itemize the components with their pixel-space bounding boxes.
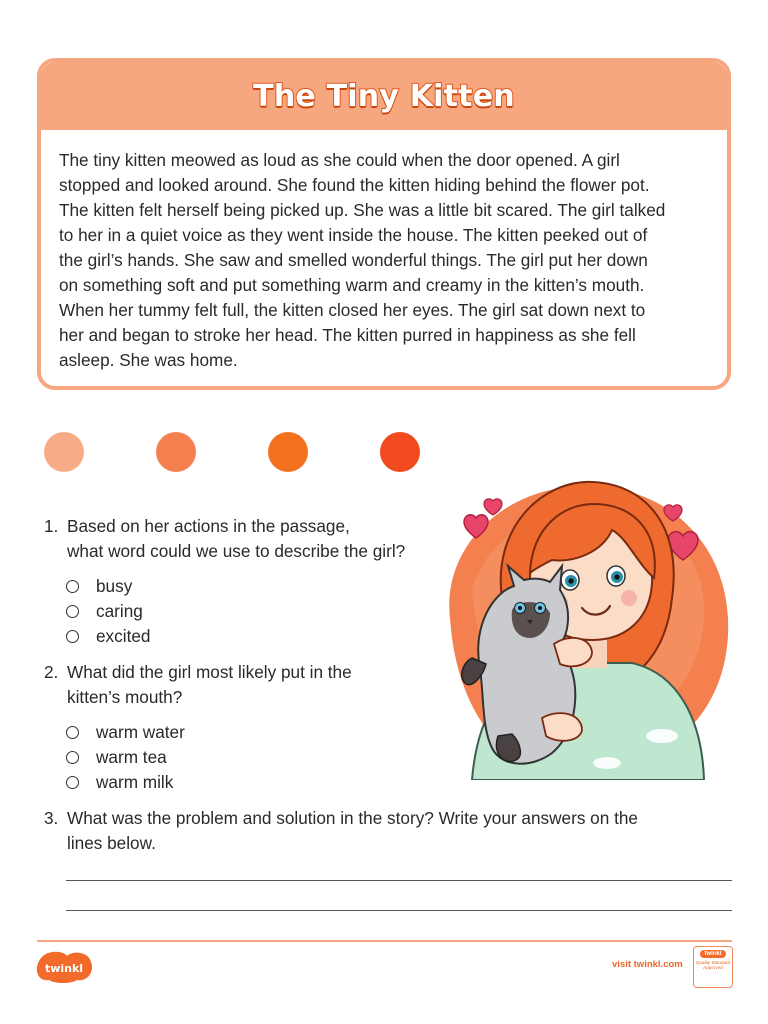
answer-option[interactable] [66, 599, 143, 624]
radio-circle-icon[interactable] [66, 751, 79, 764]
footer-divider [37, 940, 732, 942]
question-text: what word could we use to describe the girl? [67, 541, 406, 561]
answer-option[interactable] [66, 745, 167, 770]
option-label: excited [96, 626, 151, 646]
question-text: Based on her actions in the passage, [67, 516, 350, 536]
quality-badge [693, 946, 733, 988]
passage-line: The kitten felt herself being picked up. She was a little bit scared. The girl talked [59, 200, 666, 220]
option-label: caring [96, 601, 143, 621]
question-number: 3. [44, 808, 59, 828]
question-number: 2. [44, 662, 59, 682]
card-header [41, 62, 727, 130]
radio-circle-icon[interactable] [66, 580, 79, 593]
visit-link[interactable]: visit twinkl.com [612, 959, 683, 970]
passage-line: stopped and looked around. She found the kitten hiding behind the flower pot. [59, 175, 650, 195]
passage-card [37, 58, 731, 390]
passage-line: to her in a quiet voice as they went inside the house. The kitten peeked out of [59, 225, 648, 245]
option-label: busy [96, 576, 133, 596]
option-label: warm water [96, 722, 185, 742]
passage-line: her and began to stroke her head. The kitten purred in happiness as she fell [59, 325, 636, 345]
passage-line: asleep. She was home. [59, 350, 238, 370]
radio-circle-icon[interactable] [66, 605, 79, 618]
question-text: What was the problem and solution in the story? Write your answers on the [67, 808, 638, 828]
answer-option[interactable] [66, 770, 173, 795]
answer-option[interactable] [66, 720, 185, 745]
question-text: kitten’s mouth? [67, 687, 183, 707]
question-2 [44, 660, 352, 710]
passage-line: on something soft and put something warm and creamy in the kitten’s mouth. [59, 275, 645, 295]
twinkl-logo[interactable] [33, 950, 95, 984]
answer-option[interactable] [66, 624, 150, 649]
question-text: What did the girl most likely put in the [67, 662, 352, 682]
passage-line: the girl’s hands. She saw and smelled wonderful things. The girl put her down [59, 250, 648, 270]
option-label: warm milk [96, 772, 174, 792]
question-number: 1. [44, 516, 59, 536]
radio-circle-icon[interactable] [66, 776, 79, 789]
page-title: The Tiny Kitten [253, 78, 515, 114]
radio-circle-icon[interactable] [66, 726, 79, 739]
question-3 [44, 806, 638, 856]
badge-title: twinkl [700, 950, 725, 958]
question-text: lines below. [67, 833, 156, 853]
answer-line[interactable] [66, 910, 732, 911]
answer-option[interactable] [66, 574, 132, 599]
difficulty-dot [380, 432, 420, 472]
radio-circle-icon[interactable] [66, 630, 79, 643]
logo-text: twinkl [44, 962, 84, 975]
difficulty-dot [156, 432, 196, 472]
badge-subtitle: Quality Standard Approved [695, 960, 731, 970]
girl-with-kitten-illustration [432, 468, 732, 780]
passage-line: The tiny kitten meowed as loud as she could when the door opened. A girl [59, 150, 620, 170]
difficulty-dot [268, 432, 308, 472]
passage-line: When her tummy felt full, the kitten closed her eyes. The girl sat down next to [59, 300, 646, 320]
answer-line[interactable] [66, 880, 732, 881]
option-label: warm tea [96, 747, 167, 767]
passage-text [41, 130, 727, 373]
question-1 [44, 514, 405, 564]
difficulty-dot [44, 432, 84, 472]
